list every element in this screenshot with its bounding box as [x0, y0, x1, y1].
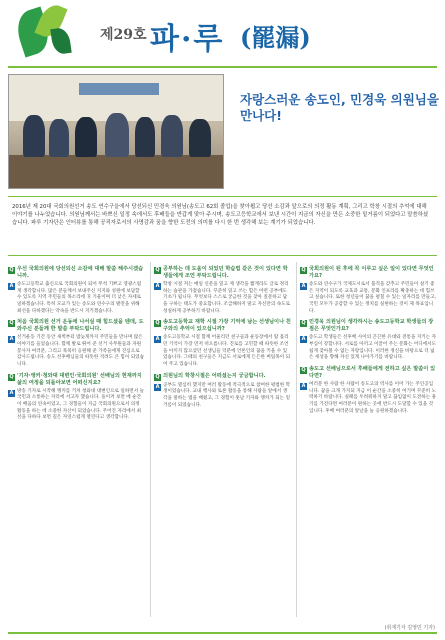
- question-icon: Q: [301, 267, 306, 273]
- answer-icon: A: [9, 336, 14, 343]
- masthead: [0, 0, 445, 70]
- question-block: [8, 319, 145, 333]
- question-text: 국회의원이 된 후에 꼭 이루고 싶은 일이 있다면 무엇인가요?: [309, 266, 434, 280]
- answer-icon: A: [9, 283, 14, 290]
- answer-icon: A: [155, 283, 160, 290]
- answer-block: [8, 282, 145, 315]
- question-block: [8, 373, 145, 387]
- question-text: 송도고등학교 재학 시절 가장 기억에 남는 선생님이나 친구와의 추억이 있으십니까?: [163, 319, 291, 333]
- interview-photo: [8, 74, 224, 189]
- article-intro: 2016년 제 20대 국회의원선거 송도 연수구을에서 당선되신 민경욱 의원님(송도고 62회 졸업)을 찾아뵙고 당선 소감과 앞으로의 의정 활동 계획, 그리고 학창 시절의 추억에 대해 이야기를 나누었습니다. 의원님께서는 바쁘신 일정 속에서도 후배들을 반갑게 맞아 주시며, 송도고등학교에서 보낸 시간이 지금의 자신을 만든 소중한 밑거름이 되었다고 말씀하셨습니다. 파루 기자단은 인터뷰를 통해 공직자로서의 사명감과 꿈을 향한 도전의 의미를 다시 한 번 생각해 보는 계기가 되었습니다.: [8, 196, 437, 256]
- answer-text: 학창 시절 저는 매일 신문을 읽고 제 생각을 짧게라도 글로 정리하는 습관을 가졌습니다. 꾸준히 읽고 쓰는 힘은 어떤 공부에도 기초가 됩니다. 무엇보다 스스로 궁금한 것을 찾아 질문하고 답을 구하는 태도가 중요합니다. 조급해하지 말고 자신만의 속도로 성실하게 공부하기 바랍니다.: [163, 282, 291, 314]
- answer-icon: A: [155, 383, 160, 390]
- question-icon: Q: [155, 320, 160, 327]
- column-1: [8, 262, 145, 622]
- newspaper-title: 파·루: [150, 22, 225, 57]
- question-text: 처음 국회의원 선거 운동에 나서실 때 힘드셨을 텐데, 도와주신 분들께 한 말씀 부탁드립니다.: [17, 319, 144, 333]
- question-icon: Q: [155, 267, 160, 273]
- answer-block: [300, 282, 437, 315]
- answer-icon: A: [301, 336, 306, 343]
- question-text: 의원님의 학창시절은 어떠셨는지 궁금합니다.: [163, 372, 266, 379]
- masthead-divider: [8, 66, 437, 68]
- question-block: [300, 366, 437, 380]
- column-divider: [296, 262, 297, 617]
- photo-credit: (취재기자 김영민 기자): [384, 625, 435, 631]
- answer-text: 선거운동 기간 동안 새벽부터 밤늦게까지 주민들을 만나며 많은 이야기를 들었습니다. 함께 발로 뛰어 준 선거 사무원들과 자원봉사자 여러분, 그리고 묵묵히 응원해 준 가족들에게 진심으로 감사드립니다. 송도 선후배님들의 따뜻한 격려도 큰 힘이 되었습니다.: [17, 335, 145, 367]
- question-block: [300, 319, 437, 333]
- answer-icon: A: [9, 389, 14, 396]
- question-text: 송도고 선배님으로서 후배들에게 전하고 싶은 말씀이 있다면?: [309, 365, 436, 379]
- question-block: [154, 319, 291, 333]
- question-text: '기자·앵커·청와대 대변인·국회의원' 선배님의 현재까지 삶의 여정을 되돌아보면 어떠신지요?: [17, 372, 142, 386]
- answer-block: [154, 383, 291, 410]
- question-text: 우선 국회의원에 당선되신 소감에 대해 말씀 해주시겠습니까.: [17, 266, 144, 280]
- question-text: 민경욱 의원님이 생각하시는 송도고등학교 학생들의 장점은 무엇인가요?: [309, 319, 434, 333]
- question-block: [8, 266, 145, 280]
- footer-divider: [8, 632, 437, 634]
- newspaper-title-hanja: (罷漏): [240, 23, 311, 52]
- issue-number: 제29호: [100, 27, 147, 43]
- answer-block: [300, 335, 437, 362]
- answer-text: 송도와 연수구가 국제도시로서 품격을 갖추고 주민들이 살기 좋은 지역이 되도록 교육과 교통, 문화 인프라를 확충하는 데 힘쓰고 싶습니다. 또한 청년들이 꿈을 펼칠 수 있는 일자리를 만들고, 국민 모두가 공감할 수 있는 정치를 실현하는 것이 제 목표입니다.: [309, 282, 437, 314]
- question-icon: Q: [155, 373, 160, 380]
- answer-icon: A: [301, 383, 306, 389]
- answer-text: 송도고등학교 출신으로 국회의원이 되어 무척 기쁘고 영광스럽게 생각합니다. 많은 분들께서 보내주신 지지와 성원에 보답할 수 있도록 지역 주민들의 목소리에 귀 기울이며 더 낮은 자세로 일하겠습니다. 특히 모교가 있는 송도와 연수구의 발전을 위해 최선을 다하겠다는 약속을 반드시 지키겠습니다.: [17, 282, 142, 314]
- answer-block: [8, 335, 145, 368]
- answer-text: 공부도 열심히 했지만 여러 활동에 적극적으로 참여한 평범한 학생이었습니다. 교내 행사와 토론 활동을 통해 사람들 앞에서 생각을 말하는 법을 배웠고, 그 경험이 훗날 기자와 앵커가 되는 밑거름이 되었습니다.: [163, 382, 291, 408]
- answer-block: [8, 389, 145, 422]
- question-block: [300, 266, 437, 280]
- answer-icon: A: [301, 283, 306, 290]
- answer-text: 송도고등학교 시절 함께 어울리던 친구들과 운동장에서 땀 흘리던 기억이 가장 먼저 떠오릅니다. 진로를 고민할 때 따뜻한 조언을 아끼지 않으셨던 선생님들 덕분에 언론인의 꿈을 키울 수 있었습니다. 그때의 친구들은 지금도 서로에게 든든한 버팀목이 되어 주고 있습니다.: [163, 335, 291, 367]
- answer-block: [300, 382, 437, 415]
- article-headline: 자랑스러운 송도인, 민경욱 의원님을 만나다!: [240, 92, 439, 124]
- question-icon: Q: [301, 366, 306, 373]
- answer-block: [154, 282, 291, 315]
- answer-text: 방송 기자로 시작해 앵커를 거쳐 청와대 대변인으로 일하면서 늘 국민과 소통하는 자리에 서고자 했습니다. 돌이켜 보면 매 순간이 배움의 연속이었고, 그 경험들이 지금 국회의원으로서 의정 활동을 하는 데 소중한 자산이 되었습니다. 주어진 자리에서 최선을 다하다 보면 길은 자연스럽게 열린다고 생각합니다.: [17, 388, 145, 421]
- answer-block: [154, 335, 291, 368]
- question-icon: Q: [9, 320, 14, 327]
- question-icon: Q: [9, 267, 14, 273]
- column-3: [300, 262, 437, 622]
- answer-text: 송도고 학생들은 선후배 사이의 끈끈한 유대와 전통을 지키는 자부심이 강합니다. 서로를 아끼고 이끌어 주는 문화는 어디에서도 쉽게 찾아볼 수 없는 자랑입니다. 이러한 정신을 바탕으로 더 넓은 세상을 향해 자신 있게 나아가기를 바랍니다.: [309, 335, 437, 361]
- question-icon: Q: [9, 373, 14, 380]
- question-block: [154, 266, 291, 280]
- answer-text: 여러분 한 사람 한 사람이 송도고의 역사를 이어 가는 주인공입니다. 꿈을 크게 가지되 지금 이 순간을 소중히 여기며 꾸준히 노력하기 바랍니다. 실패를 두려워하지 말고 끊임없이 도전하는 용기를 가진다면 여러분이 원하는 곳에 반드시 도달할 수 있을 것입니다. 후배 여러분의 앞날을 늘 응원하겠습니다.: [309, 382, 437, 414]
- question-text: 공부하는 데 도움이 되었던 학습법 같은 것이 있다면 학생들에게 조언 부탁드립니다.: [163, 266, 288, 280]
- column-2: [154, 262, 291, 622]
- answer-icon: A: [155, 336, 160, 343]
- question-block: [154, 373, 291, 381]
- column-divider: [150, 262, 151, 617]
- question-icon: Q: [301, 320, 306, 327]
